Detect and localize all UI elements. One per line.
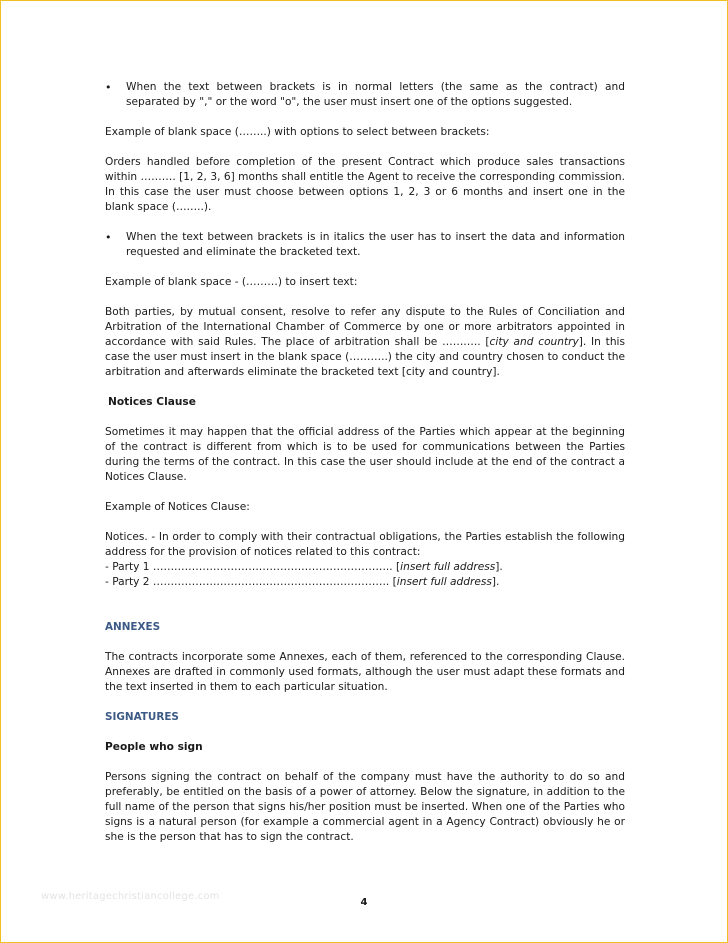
people-heading: People who sign <box>105 741 203 753</box>
arbitration-text-end: ]. In this case the user must insert in the blank space (………..) the city and country chosen to conduct the arbitration and afterwards eliminate the bracketed text [city and country]. <box>105 336 626 378</box>
notices-example-paragraph: Notices. - In order to comply with their contractual obligations, the Parties establish the following address for the provision of notices related to this contract: <box>105 531 625 558</box>
annexes-heading: ANNEXES <box>105 621 161 633</box>
example-title: Example of blank space - (………) to insert text: <box>105 276 358 288</box>
arbitration-paragraph <box>105 305 625 380</box>
party-line-2 <box>105 575 625 590</box>
party-line-end: ]. <box>495 561 503 573</box>
annexes-paragraph: The contracts incorporate some Annexes, each of them, referenced to the corresponding Clause. Annexes are drafted in commonly used formats, although the user must adapt these formats and the text inserted in them to each particular situation. <box>105 651 625 693</box>
notices-example-title: Example of Notices Clause: <box>105 501 250 513</box>
party-line-end: ]. <box>491 576 500 588</box>
notices-heading: Notices Clause <box>108 396 196 408</box>
bullet-item <box>105 230 625 260</box>
page-content <box>105 80 625 845</box>
example-title: Example of blank space (……..) with options to select between brackets: <box>105 126 490 138</box>
party-line-italic: insert full address <box>400 561 496 573</box>
arbitration-text: Both parties, by mutual consent, resolve to refer any dispute to the Rules of Conciliation and Arbitration of the International Chamber of Commerce by one or more arbitrators appointed in accordance with said Rules. The place of arbitration shall be ……….. [ <box>105 306 625 348</box>
bullet-icon: • <box>105 81 112 94</box>
bullet-text: When the text between brackets is in normal letters (the same as the contract) and separated by "," or the word "o", the user must insert one of the options suggested. <box>126 81 625 108</box>
party-line-text: - Party 1 ………………………………………………………….. [ <box>105 561 401 573</box>
party-line-text: - Party 2 …………………………………………………………. [ <box>105 576 397 588</box>
arbitration-italic: city and country <box>489 336 579 348</box>
people-paragraph: Persons signing the contract on behalf of the company must have the authority to do so and preferably, be entitled on the basis of a power of attorney. Below the signature, in addition to the full name of the person that signs his/her position must be inserted. When one of the Parties who signs is a natural person (for example a commercial agent in a Agency Contract) obviously he or she is the person that has to sign the contract. <box>105 771 625 843</box>
watermark: www.heritagechristiancollege.com <box>41 891 220 902</box>
party-line-1 <box>105 560 625 575</box>
bullet-icon: • <box>105 231 112 244</box>
signatures-heading: SIGNATURES <box>105 711 179 723</box>
party-line-italic: insert full address <box>396 576 492 588</box>
notices-paragraph: Sometimes it may happen that the official address of the Parties which appear at the beginning of the contract is different from which is to be used for communications between the Parties during the terms of the contract. In this case the user should include at the end of the contract a Notices Clause. <box>105 426 625 483</box>
example-paragraph: Orders handled before completion of the present Contract which produce sales transactions within ………. [1, 2, 3, 6] months shall entitle the Agent to receive the corresponding commission. In this case the user must choose between options 1, 2, 3 or 6 months and insert one in the blank space (……..). <box>105 156 625 213</box>
bullet-item <box>105 80 625 110</box>
bullet-text: When the text between brackets is in italics the user has to insert the data and information requested and eliminate the bracketed text. <box>126 231 625 258</box>
page-number: 4 <box>360 897 368 908</box>
